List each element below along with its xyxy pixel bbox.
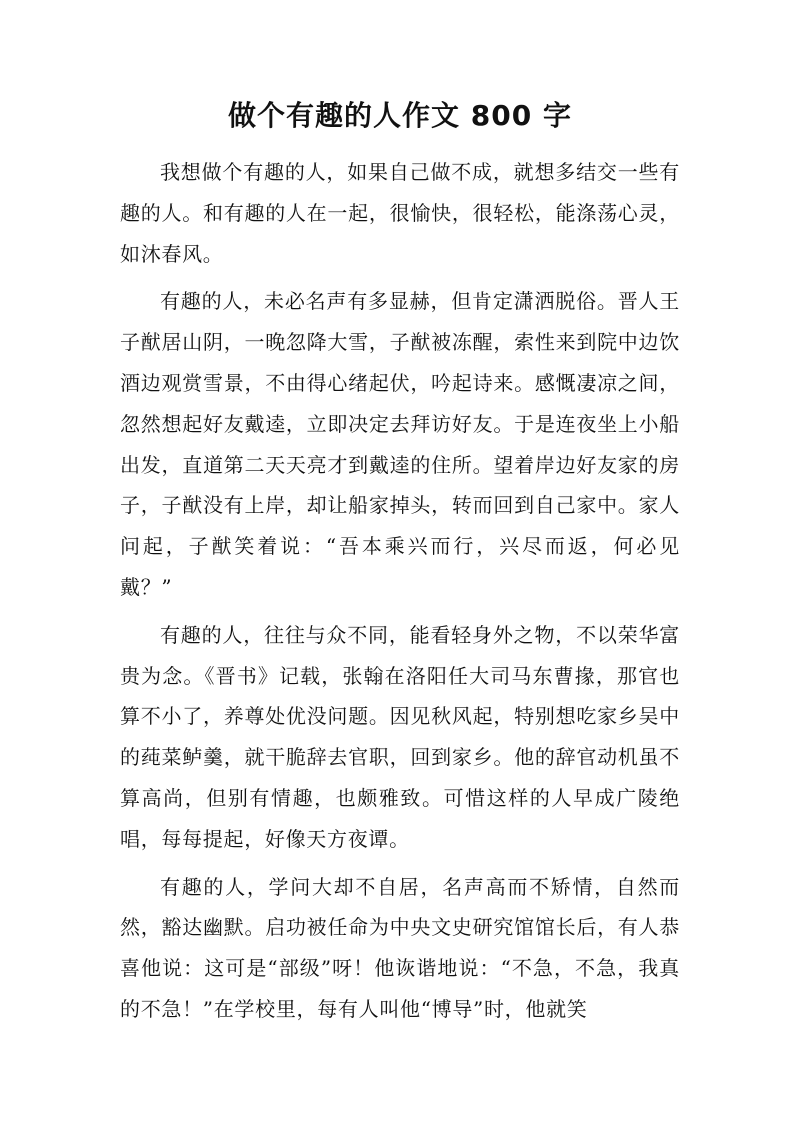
paragraph-1: 我想做个有趣的人，如果自己做不成，就想多结交一些有趣的人。和有趣的人在一起，很愉快，很轻松，能涤荡心灵，如沐春风。 bbox=[120, 160, 680, 266]
paragraph-3: 有趣的人，往往与众不同，能看轻身外之物，不以荣华富贵为念。《晋书》记载，张翰在洛阳任大司马东曹掾，那官也算不小了，养尊处优没问题。因见秋风起，特别想吃家乡吴中的莼菜鲈羹，就干脆辞去官职，回到家乡。他的辞官动机虽不算高尚，但别有情趣，也颇雅致。可惜这样的人早成广陵绝唱，每每提起，好像天方夜谭。 bbox=[120, 622, 680, 851]
paragraph-4: 有趣的人，学问大却不自居，名声高而不矫情，自然而然，豁达幽默。启功被任命为中央文史研究馆馆长后，有人恭喜他说：这可是“部级”呀！他诙谐地说：“不急，不急，我真的不急！”在学校里，每有人叫他“博导”时，他就笑 bbox=[120, 874, 680, 1021]
document-body bbox=[120, 152, 680, 1037]
paragraph-2: 有趣的人，未必名声有多显赫，但肯定潇洒脱俗。晋人王子猷居山阴，一晚忽降大雪，子猷被冻醒，索性来到院中边饮酒边观赏雪景，不由得心绪起伏，吟起诗来。感慨凄凉之间，忽然想起好友戴逵，立即决定去拜访好友。于是连夜坐上小船出发，直道第二天天亮才到戴逵的住所。望着岸边好友家的房子，子猷没有上岸，却让船家掉头，转而回到自己家中。家人问起，子猷笑着说：“吾本乘兴而行，兴尽而返，何必见戴？” bbox=[120, 289, 680, 599]
document-title: 做个有趣的人作文 800 字 bbox=[228, 99, 572, 132]
